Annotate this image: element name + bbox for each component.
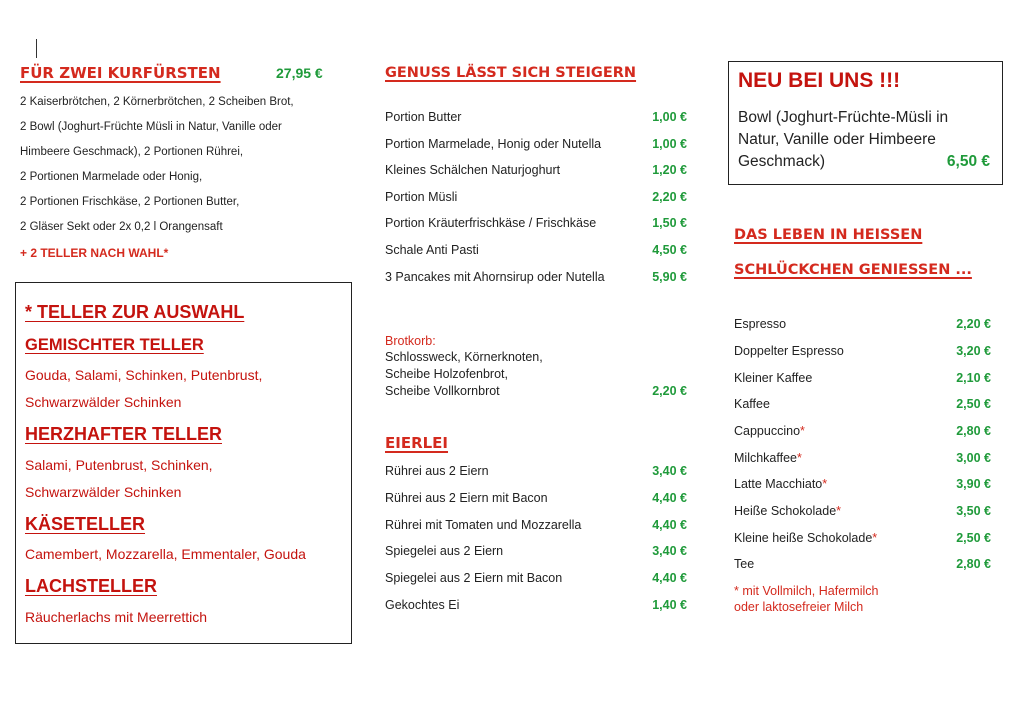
egg-item-price: 4,40 € bbox=[652, 491, 687, 505]
kurfuersten-line: Himbeere Geschmack), 2 Portionen Rührei, bbox=[20, 146, 244, 158]
new-item-price: 6,50 € bbox=[946, 153, 990, 170]
drink-star: * bbox=[797, 451, 802, 465]
drink-price: 2,80 € bbox=[956, 424, 991, 438]
drink-item bbox=[734, 424, 805, 438]
drink-price: 3,00 € bbox=[956, 451, 991, 465]
egg-item: Gekochtes Ei bbox=[385, 598, 460, 612]
egg-item-price: 3,40 € bbox=[652, 544, 687, 558]
drink-item bbox=[734, 371, 812, 385]
brotkorb-line: Schlossweck, Körnerknoten, bbox=[385, 350, 543, 364]
drink-name: Heiße Schokolade bbox=[734, 504, 837, 518]
plate-name: HERZHAFTER TELLER bbox=[25, 424, 222, 444]
drink-item bbox=[734, 557, 754, 571]
menu-item: Schale Anti Pasti bbox=[385, 243, 479, 257]
plate-name: LACHSTELLER bbox=[25, 576, 157, 596]
egg-item-price: 4,40 € bbox=[652, 518, 687, 532]
egg-item-price: 3,40 € bbox=[652, 464, 687, 478]
drink-price: 2,50 € bbox=[956, 397, 991, 411]
text-cursor bbox=[36, 39, 37, 58]
drink-name: Tee bbox=[734, 557, 755, 571]
egg-item: Spiegelei aus 2 Eiern bbox=[385, 544, 504, 558]
drink-item bbox=[734, 451, 802, 465]
menu-item-price: 2,20 € bbox=[652, 190, 687, 204]
drink-price: 3,90 € bbox=[956, 477, 991, 491]
drink-star: * bbox=[822, 477, 828, 491]
plate-line: Räucherlachs mit Meerrettich bbox=[25, 609, 208, 625]
milk-note: * mit Vollmilch, Hafermilch bbox=[734, 584, 879, 598]
drink-price: 3,20 € bbox=[956, 344, 991, 358]
extra-plates-note: + 2 TELLER NACH WAHL* bbox=[20, 246, 169, 260]
drink-item bbox=[734, 344, 844, 358]
drink-price: 3,50 € bbox=[956, 504, 991, 518]
new-item-title: NEU BEI UNS !!! bbox=[738, 69, 901, 92]
drink-name: Kaffee bbox=[734, 397, 770, 411]
menu-item: 3 Pancakes mit Ahornsirup oder Nutella bbox=[385, 270, 605, 284]
section-title-drinks-1: DAS LEBEN IN HEISSEN bbox=[734, 227, 923, 243]
drink-name: Milchkaffee bbox=[734, 451, 797, 465]
section-title-kurfuersten: FÜR ZWEI KURFÜRSTEN bbox=[20, 64, 221, 82]
menu-item-price: 1,20 € bbox=[652, 163, 687, 177]
egg-item: Rührei aus 2 Eiern mit Bacon bbox=[385, 491, 548, 505]
drink-price: 2,10 € bbox=[956, 371, 991, 385]
egg-item: Rührei mit Tomaten und Mozzarella bbox=[385, 518, 582, 532]
plate-line: Schwarzwälder Schinken bbox=[25, 394, 182, 410]
plates-box-title: * TELLER ZUR AUSWAHL bbox=[25, 302, 245, 322]
egg-item: Rührei aus 2 Eiern bbox=[385, 464, 489, 478]
drink-item bbox=[734, 397, 770, 411]
drink-price: 2,50 € bbox=[956, 531, 991, 545]
kurfuersten-line: 2 Portionen Frischkäse, 2 Portionen Butter, bbox=[20, 196, 240, 208]
drink-name: Kleine heiße Schokolade bbox=[734, 531, 873, 545]
menu-item: Kleines Schälchen Naturjoghurt bbox=[385, 163, 561, 177]
kurfuersten-line: 2 Portionen Marmelade oder Honig, bbox=[20, 171, 203, 183]
drink-item bbox=[734, 504, 841, 518]
drink-name: Latte Macchiato bbox=[734, 477, 823, 491]
milk-note: oder laktosefreier Milch bbox=[734, 600, 864, 614]
plate-line: Schwarzwälder Schinken bbox=[25, 484, 182, 500]
drink-price: 2,20 € bbox=[956, 317, 991, 331]
egg-item: Spiegelei aus 2 Eiern mit Bacon bbox=[385, 571, 563, 585]
kurfuersten-line: 2 Kaiserbrötchen, 2 Körnerbrötchen, 2 Scheiben Brot, bbox=[20, 96, 294, 108]
kurfuersten-line: 2 Gläser Sekt oder 2x 0,2 l Orangensaft bbox=[20, 221, 223, 233]
plate-line: Camembert, Mozzarella, Emmentaler, Gouda bbox=[25, 546, 306, 562]
brotkorb-line: Scheibe Vollkornbrot bbox=[385, 384, 500, 398]
drink-name: Espresso bbox=[734, 317, 787, 331]
menu-item-price: 1,00 € bbox=[652, 110, 687, 124]
drink-item bbox=[734, 317, 786, 331]
plate-line: Gouda, Salami, Schinken, Putenbrust, bbox=[25, 367, 263, 383]
plate-name: GEMISCHTER TELLER bbox=[25, 336, 204, 354]
drink-price: 2,80 € bbox=[956, 557, 991, 571]
brotkorb-label: Brotkorb: bbox=[385, 334, 436, 348]
section-title-eierlei: EIERLEI bbox=[385, 434, 449, 452]
egg-item-price: 4,40 € bbox=[652, 571, 687, 585]
section-title-genuss: GENUSS LÄSST SICH STEIGERN bbox=[385, 65, 637, 81]
drink-star: * bbox=[836, 504, 842, 518]
kurfuersten-price: 27,95 € bbox=[276, 65, 323, 81]
brotkorb-price: 2,20 € bbox=[652, 384, 687, 398]
section-title-drinks-2: SCHLÜCKCHEN GENIESSEN ... bbox=[734, 262, 972, 278]
menu-item: Portion Kräuterfrischkäse / Frischkäse bbox=[385, 216, 597, 230]
drink-name: Cappuccino bbox=[734, 424, 801, 438]
menu-item-price: 4,50 € bbox=[652, 243, 687, 257]
new-item-line: Natur, Vanille oder Himbeere bbox=[738, 131, 936, 148]
egg-item-price: 1,40 € bbox=[652, 598, 687, 612]
new-item-line: Geschmack) bbox=[738, 153, 825, 170]
drink-name: Doppelter Espresso bbox=[734, 344, 844, 358]
menu-item: Portion Müsli bbox=[385, 190, 458, 204]
menu-item-price: 1,00 € bbox=[652, 137, 687, 151]
kurfuersten-line: 2 Bowl (Joghurt-Früchte Müsli in Natur, Vanille oder bbox=[20, 121, 282, 133]
menu-item: Portion Marmelade, Honig oder Nutella bbox=[385, 137, 602, 151]
drink-star: * bbox=[800, 424, 805, 438]
plate-line: Salami, Putenbrust, Schinken, bbox=[25, 457, 213, 473]
menu-item-price: 1,50 € bbox=[652, 216, 687, 230]
menu-item-price: 5,90 € bbox=[652, 270, 687, 284]
drink-item bbox=[734, 531, 877, 545]
new-item-line: Bowl (Joghurt-Früchte-Müsli in bbox=[738, 109, 949, 126]
drink-star: * bbox=[872, 531, 878, 545]
plate-name: KÄSETELLER bbox=[25, 514, 146, 534]
brotkorb-line: Scheibe Holzofenbrot, bbox=[385, 367, 508, 381]
drink-name: Kleiner Kaffee bbox=[734, 371, 813, 385]
drink-item bbox=[734, 477, 827, 491]
menu-item: Portion Butter bbox=[385, 110, 462, 124]
